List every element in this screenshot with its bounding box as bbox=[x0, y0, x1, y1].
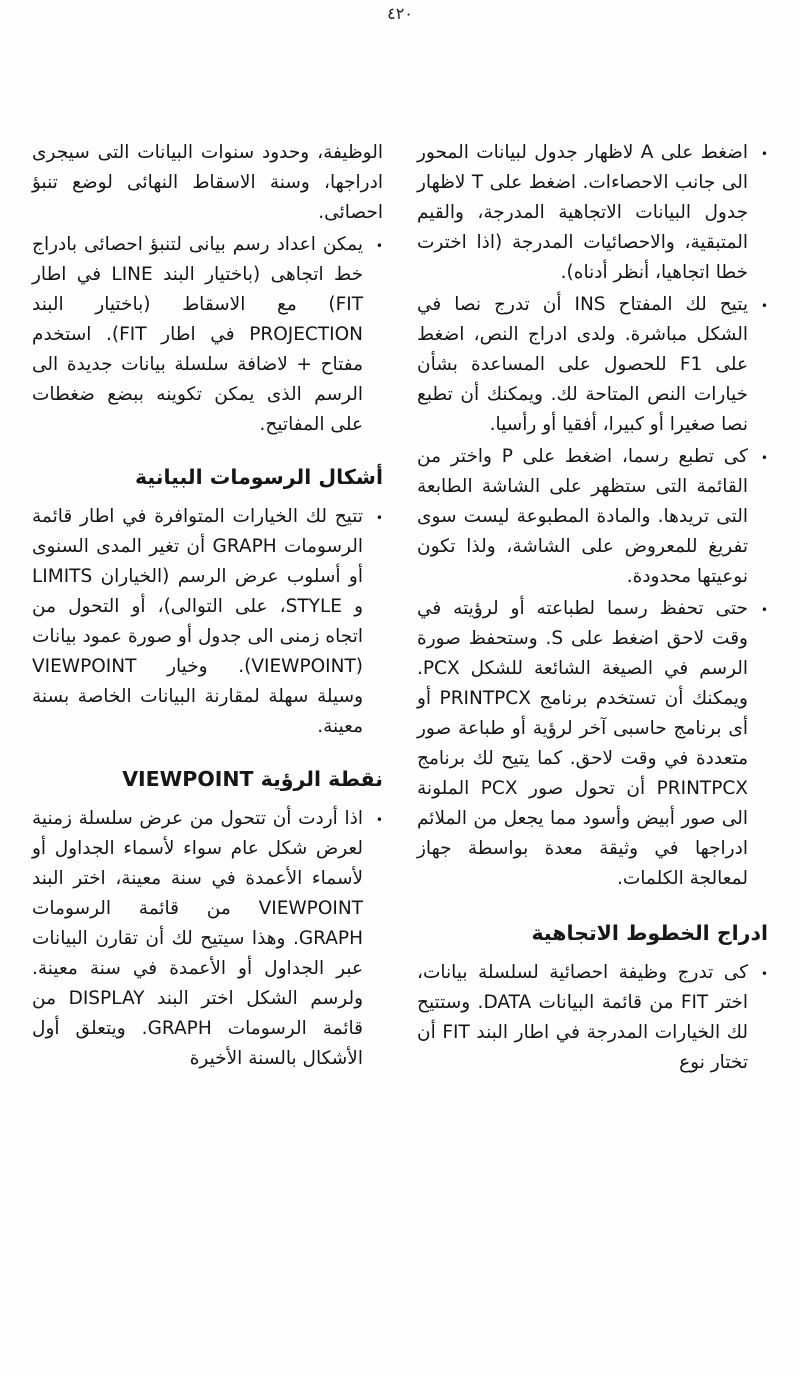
bullet-paragraph bbox=[417, 442, 768, 592]
bullet-icon: • bbox=[375, 511, 383, 525]
bullet-paragraph bbox=[417, 290, 768, 440]
section-heading-trend-lines: ادراج الخطوط الاتجاهية bbox=[531, 921, 768, 945]
bullet-paragraph bbox=[417, 594, 768, 894]
bullet-icon: • bbox=[760, 451, 768, 465]
section-heading-graph-shapes: أشكال الرسومات البيانية bbox=[134, 465, 383, 489]
bullet-icon: • bbox=[375, 239, 383, 253]
continuation-paragraph: الوظيفة، وحدود سنوات البيانات التى سيجرى ادراجها، وسنة الاسقاط النهائى لوضع تنبؤ احصائى. bbox=[32, 142, 383, 223]
paragraph-text: حتى تحفظ رسما لطباعته أو لرؤيته في وقت لاحق اضغط على S. وستحفظ صورة الرسم في الصيغة الشائعة للشكل PCX. ويمكنك أن تستخدم برنامج PRINTPCX أو أى برنامج حاسبى آخر لرؤية أو طباعة صور متعددة في وقت لاحق. كما يتيح لك برنامج PRINTPCX أن تحول صور PCX الملونة الى صور أبيض وأسود مما يجعل من الملائم ادراجها في وثيقة معدة بواسطة جهاز لمعالجة الكلمات. bbox=[417, 598, 748, 889]
page-number: ٤٢٠ bbox=[387, 4, 413, 23]
bullet-paragraph bbox=[417, 958, 768, 1078]
two-column-layout bbox=[0, 138, 800, 1080]
bullet-paragraph bbox=[32, 230, 383, 440]
paragraph-text: كى تطبع رسما، اضغط على P واختر من القائمة التى ستظهر على الشاشة الطابعة التى تريدها. والمادة المطبوعة ليست سوى تفريغ للمعروض على الشاشة، ولذا تكون نوعيتها محدودة. bbox=[417, 446, 748, 587]
paragraph-text: يتيح لك المفتاح INS أن تدرج نصا في الشكل مباشرة. ولدى ادراج النص، اضغط على F1 للحصول على المساعدة بشأن خيارات النص المتاحة لك. ويمكنك أن تطبع نصا صغيرا أو كبيرا، أفقيا أو رأسيا. bbox=[417, 294, 749, 435]
bullet-icon: • bbox=[760, 967, 768, 981]
bullet-icon: • bbox=[760, 603, 768, 617]
left-column bbox=[32, 138, 383, 1080]
section-heading-viewpoint: نقطة الرؤية VIEWPOINT bbox=[122, 767, 383, 791]
paragraph-text: اذا أردت أن تتحول من عرض سلسلة زمنية لعرض شكل عام سواء لأسماء الجداول أو لأسماء الأعمدة في سنة معينة، اختر البند VIEWPOINT من قائمة الرسومات GRAPH. وهذا سيتيح لك أن تقارن البيانات عبر الجداول أو الأعمدة في سنة معينة. ولرسم الشكل اختر البند DISPLAY من قائمة الرسومات GRAPH. ويتعلق أول الأشكال بالسنة الأخيرة bbox=[32, 808, 364, 1069]
paragraph-text: اضغط على A لاظهار جدول لبيانات المحور الى جانب الاحصاءات. اضغط على T لاظهار جدول البيانات الاتجاهية المدرجة، والقيم المتبقية، والاحصائيات المدرجة (اذا اخترت خطا اتجاهيا، أنظر أدناه). bbox=[417, 142, 748, 283]
bullet-paragraph bbox=[417, 138, 768, 288]
bullet-icon: • bbox=[760, 299, 768, 313]
paragraph-text: يمكن اعداد رسم بيانى لتنبؤ احصائى بادراج خط اتجاهى (باختيار البند LINE في اطار FIT) مع الاسقاط (باختيار البند PROJECTION في اطار FIT). استخدم مفتاح + لاضافة سلسلة بيانات جديدة الى الرسم الذى يمكن تكوينه ببضع ضغطات على المفاتيح. bbox=[32, 234, 364, 435]
bullet-icon: • bbox=[375, 813, 383, 827]
bullet-paragraph bbox=[32, 502, 383, 742]
bullet-icon: • bbox=[760, 147, 768, 161]
bullet-paragraph bbox=[32, 804, 383, 1074]
paragraph-text: كى تدرج وظيفة احصائية لسلسلة بيانات، اختر FIT من قائمة البيانات DATA. وستتيح لك الخيارات المدرجة في اطار البند FIT أن تختار نوع bbox=[417, 962, 749, 1073]
right-column bbox=[417, 138, 768, 1080]
paragraph-text: تتيح لك الخيارات المتوافرة في اطار قائمة الرسومات GRAPH أن تغير المدى السنوى أو أسلوب عرض الرسم (الخياران LIMITS و STYLE، على التوالى)، أو التحول من اتجاه زمنى الى جدول أو صورة عمود بيانات (VIEWPOINT). وخيار VIEWPOINT وسيلة سهلة لمقارنة البيانات الخاصة بسنة معينة. bbox=[32, 506, 363, 737]
